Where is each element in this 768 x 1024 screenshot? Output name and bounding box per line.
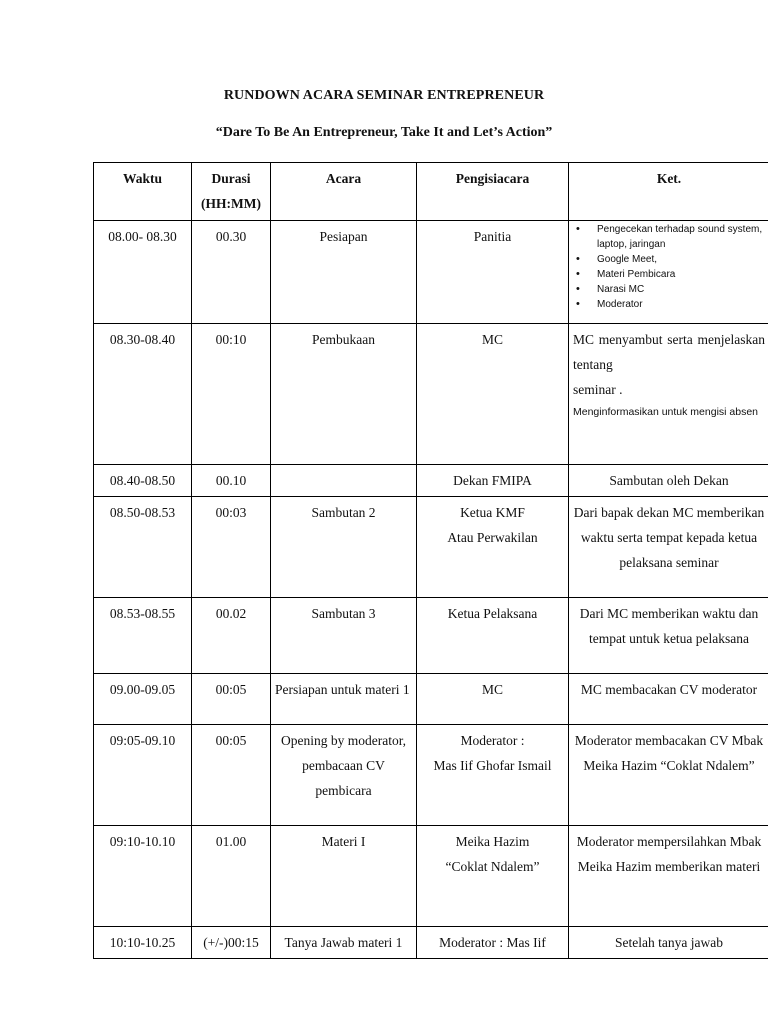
checklist-item: • Narasi MC [573,282,765,297]
cell-waktu: 10:10-10.25 [94,926,192,958]
cell-durasi: 00:05 [192,673,271,724]
document-title: RUNDOWN ACARA SEMINAR ENTREPRENEUR [223,88,545,103]
cell-waktu: 08.30-08.40 [94,323,192,464]
header-acara: Acara [271,163,417,221]
header-durasi [192,163,271,221]
checklist-item: • Materi Pembicara [573,267,765,282]
cell-durasi: 00:03 [192,496,271,597]
cell-pengisiacara: MC [417,323,569,464]
table-row [94,597,768,673]
cell-acara: Pembukaan [271,323,417,464]
table-row [94,323,768,464]
table-row [94,825,768,926]
cell-acara: Materi I [271,825,417,926]
cell-ket [569,323,768,464]
cell-durasi: 00:10 [192,323,271,464]
header-durasi-line2: (HH:MM) [201,196,261,212]
cell-waktu: 08.40-08.50 [94,464,192,496]
cell-ket: Moderator mempersilahkan Mbak Meika Hazim memberikan materi [569,825,768,926]
table-row [94,464,768,496]
cell-ket: Setelah tanya jawab [569,926,768,958]
cell-acara: Persiapan untuk materi 1 [271,673,417,724]
table-row [94,724,768,825]
header-ket: Ket. [569,163,768,221]
header-pengisiacara: Pengisiacara [417,163,569,221]
cell-pengisiacara: Ketua Pelaksana [417,597,569,673]
table-row [94,496,768,597]
cell-acara: Sambutan 2 [271,496,417,597]
cell-durasi: 00.10 [192,464,271,496]
cell-ket: Dari MC memberikan waktu dan tempat untuk ketua pelaksana [569,597,768,673]
cell-acara: Opening by moderator, pembacaan CV pembicara [271,724,417,825]
cell-durasi: 00.02 [192,597,271,673]
cell-ket: Sambutan oleh Dekan [569,464,768,496]
cell-pengisiacara: Ketua KMF Atau Perwakilan [417,496,569,597]
table-row [94,926,768,958]
ket-main-text: MC menyambut serta menjelaskan tentang [573,331,765,372]
cell-pengisiacara: Panitia [417,220,569,323]
cell-acara: Sambutan 3 [271,597,417,673]
header-waktu: Waktu [94,163,192,221]
ket-small-note: Menginformasikan untuk mengisi absen [573,406,759,419]
table-header-row [94,163,768,221]
table-row [94,673,768,724]
table-row [94,220,768,323]
ket-checklist [573,222,765,312]
cell-waktu: 09:05-09.10 [94,724,192,825]
cell-ket: MC membacakan CV moderator [569,673,768,724]
cell-durasi: (+/-)00:15 [192,926,271,958]
cell-waktu: 08.00- 08.30 [94,220,192,323]
cell-waktu: 09:10-10.10 [94,825,192,926]
cell-waktu: 08.50-08.53 [94,496,192,597]
cell-ket: Moderator membacakan CV Mbak Meika Hazim “Coklat Ndalem” [569,724,768,825]
cell-ket [569,220,768,323]
cell-pengisiacara: MC [417,673,569,724]
cell-pengisiacara: Moderator : Mas Iif Ghofar Ismail [417,724,569,825]
document-subtitle: “Dare To Be An Entrepreneur, Take It and Let’s Action” [215,125,553,140]
rundown-table [93,162,768,959]
cell-waktu: 09.00-09.05 [94,673,192,724]
checklist-item: • Moderator [573,297,765,312]
cell-durasi: 01.00 [192,825,271,926]
cell-pengisiacara: Moderator : Mas Iif [417,926,569,958]
cell-pengisiacara: Meika Hazim “Coklat Ndalem” [417,825,569,926]
cell-acara: Tanya Jawab materi 1 [271,926,417,958]
cell-waktu: 08.53-08.55 [94,597,192,673]
header-durasi-line1: Durasi [211,171,251,186]
cell-durasi: 00.30 [192,220,271,323]
cell-durasi: 00:05 [192,724,271,825]
ket-main-last-line: seminar . [573,382,623,398]
cell-pengisiacara: Dekan FMIPA [417,464,569,496]
cell-acara: Pesiapan [271,220,417,323]
checklist-item: • Google Meet, [573,252,765,267]
cell-acara [271,464,417,496]
cell-ket: Dari bapak dekan MC memberikan waktu serta tempat kepada ketua pelaksana seminar [569,496,768,597]
checklist-item: • Pengecekan terhadap sound system, laptop, jaringan [573,222,765,252]
